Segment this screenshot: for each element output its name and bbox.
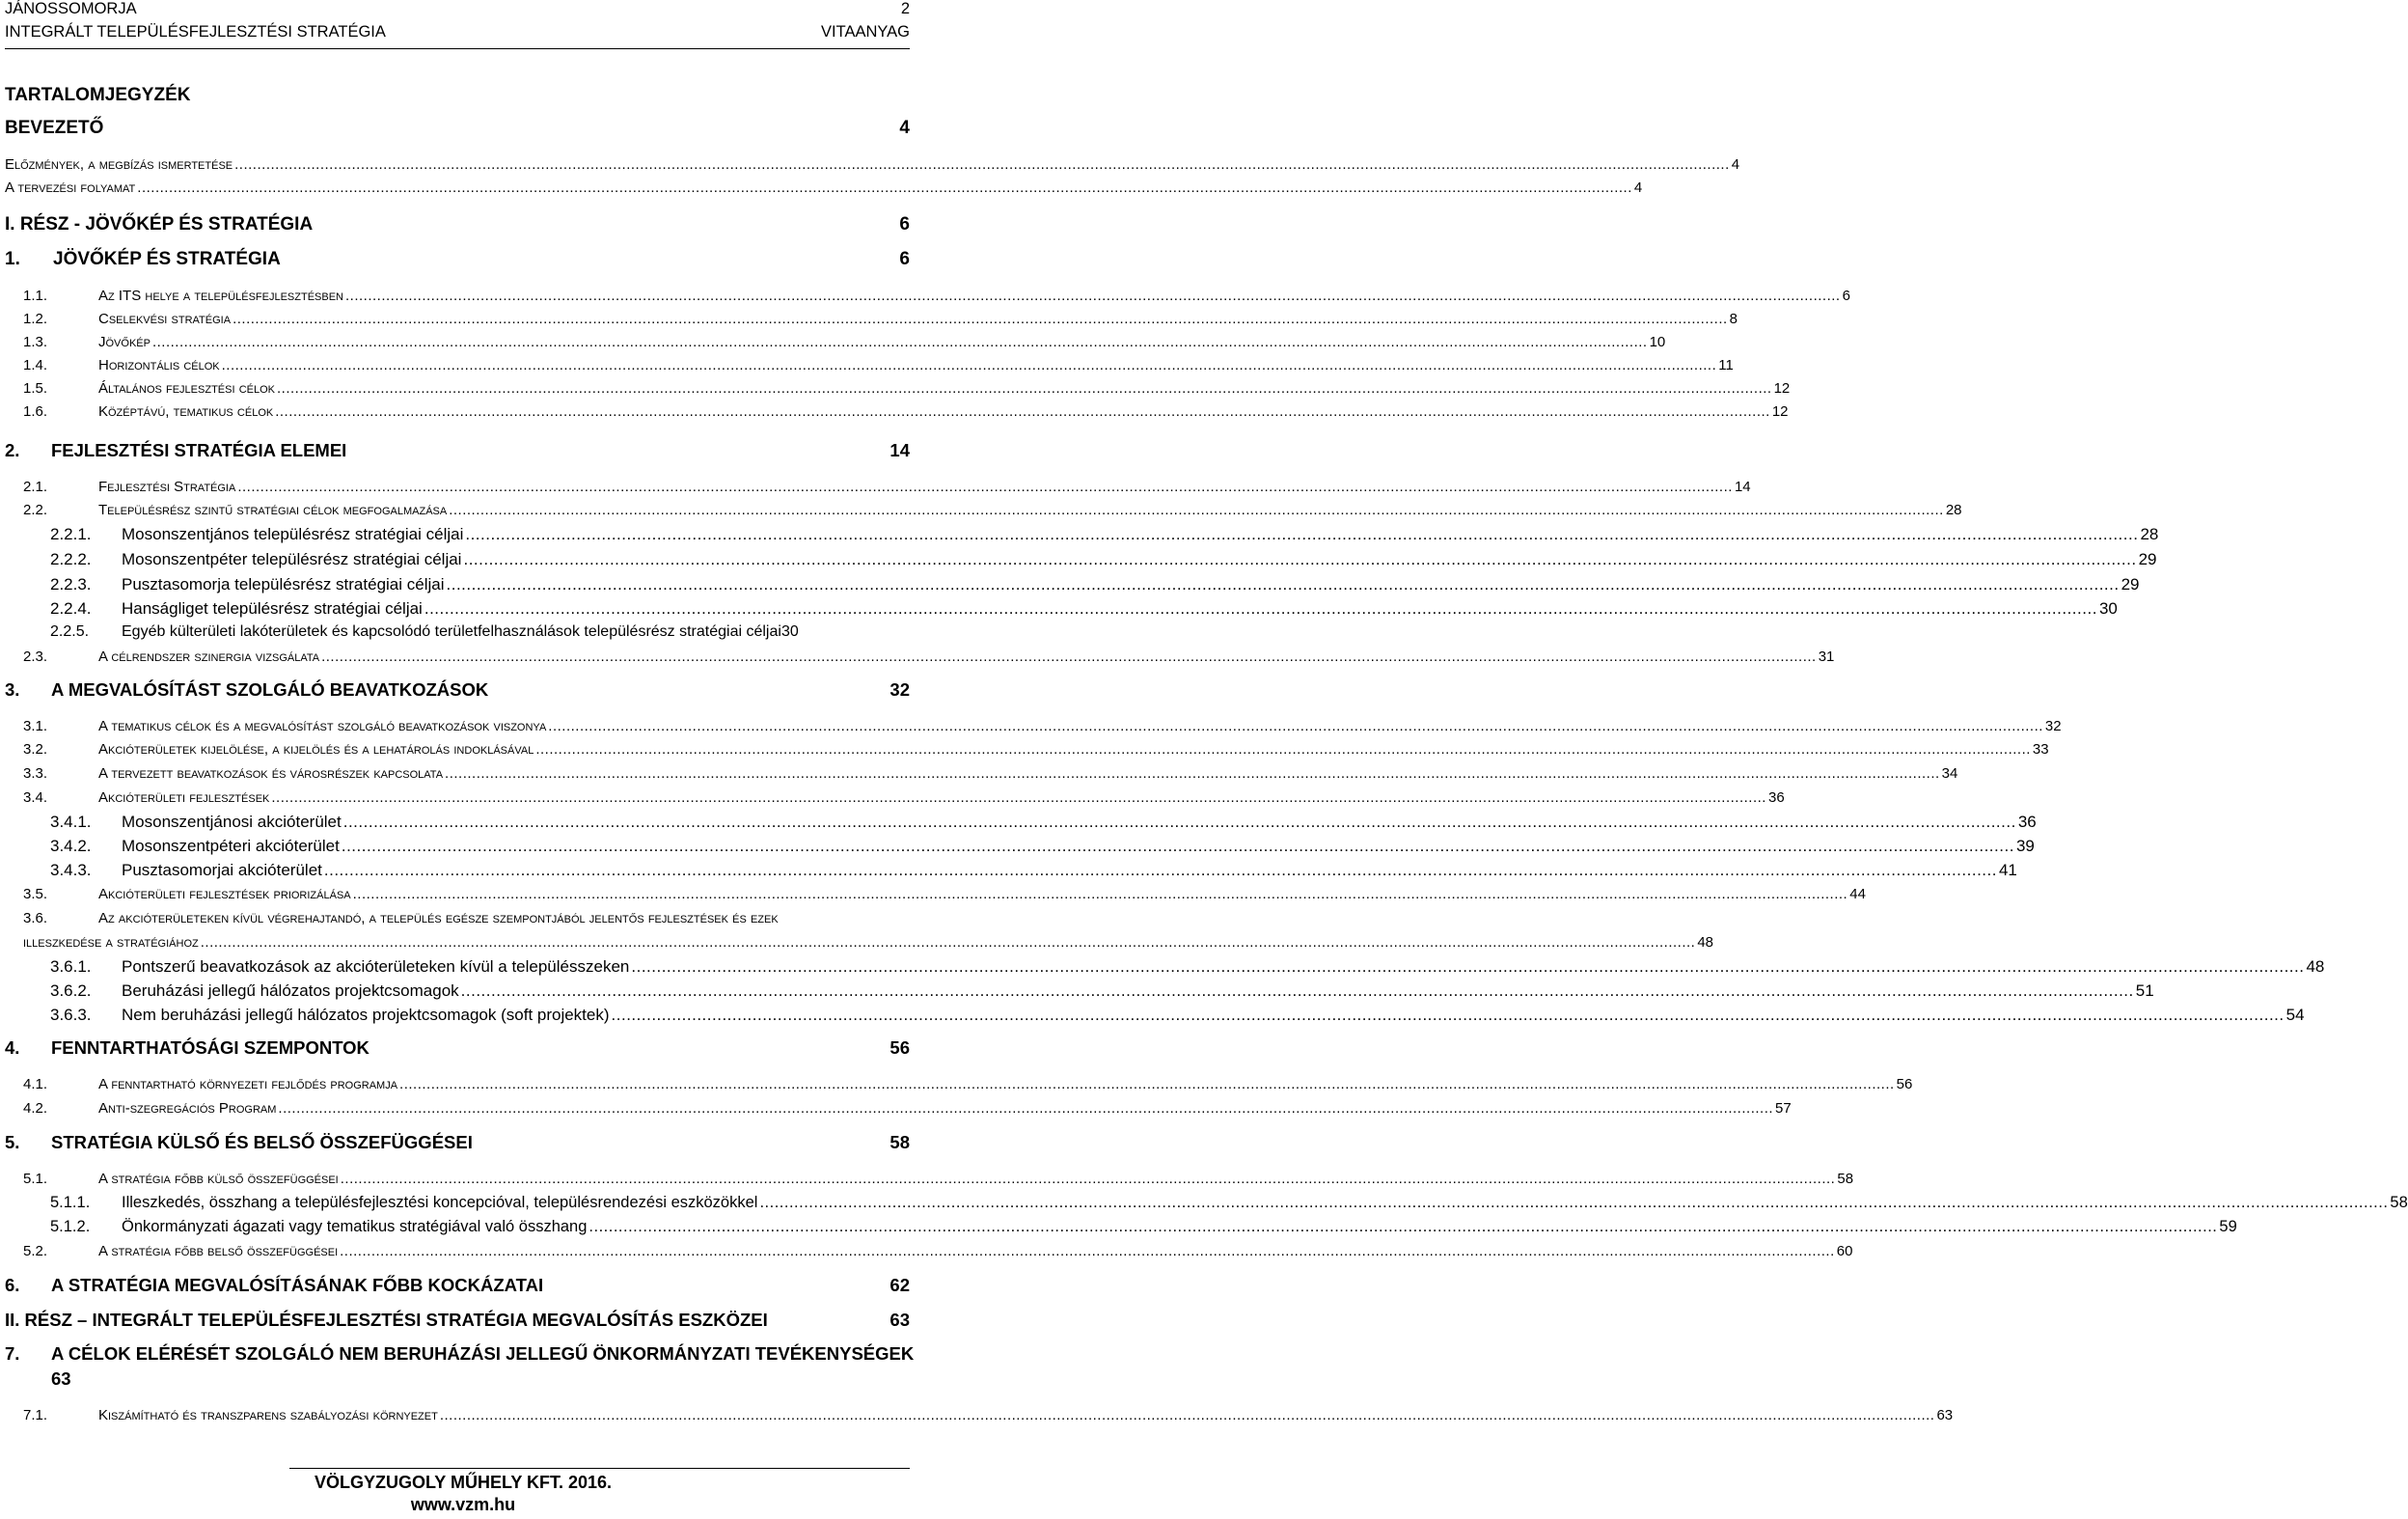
toc-entry-title: Általános fejlesztési célok: [98, 380, 275, 397]
toc-entry-number: 3.3.: [23, 765, 48, 782]
toc-leader: [222, 357, 1717, 373]
toc-page-number: 29: [2121, 575, 2140, 594]
toc-entry-title: Beruházási jellegű hálózatos projektcsomagok: [122, 981, 459, 1000]
toc-entry-title: I. RÉSZ - JÖVŐKÉP ÉS STRATÉGIA: [5, 214, 314, 235]
toc-leader: [277, 380, 1772, 397]
toc-entry-number: 5.1.1.: [50, 1194, 91, 1211]
toc-entry-chapter[interactable]: [5, 679, 910, 701]
header-doc-title: INTEGRÁLT TELEPÜLÉSFEJLESZTÉSI STRATÉGIA: [5, 23, 386, 41]
toc-leader: [233, 311, 1728, 327]
toc-entry-number: 2.2.5.: [50, 623, 90, 640]
header-divider: [5, 48, 910, 49]
toc-title: TARTALOMJEGYZÉK: [5, 85, 191, 105]
toc-entry-title: Fejlesztési Stratégia: [98, 479, 236, 495]
toc-entry-sub[interactable]: [50, 575, 2140, 594]
toc-entry-sub[interactable]: [50, 623, 910, 641]
toc-page-number: 48: [2306, 957, 2325, 976]
toc-entry-title: A tematikus célok és a megvalósítást szolgáló beavatkozások viszonya: [98, 718, 547, 734]
toc-page-number: 56: [889, 1037, 910, 1058]
toc-page-number: 12: [1771, 403, 1789, 420]
footer-company: VÖLGYZUGOLY MŰHELY KFT. 2016.: [314, 1473, 613, 1492]
toc-page-number: 11: [1718, 357, 1734, 373]
toc-page-number: 39: [2015, 837, 2035, 855]
toc-page-number: 54: [2285, 1006, 2305, 1024]
toc-entry-title: FENNTARTHATÓSÁGI SZEMPONTOK: [51, 1037, 369, 1058]
toc-page-number: 63: [889, 1310, 910, 1330]
toc-entry-title: BEVEZETŐ: [5, 118, 104, 138]
toc-leader: [341, 1171, 1836, 1187]
toc-entry-title: Anti-szegregációs Program: [98, 1100, 277, 1117]
toc-leader: [463, 550, 2136, 569]
toc-entry-sub[interactable]: [50, 599, 2118, 619]
toc-entry-title: A fenntartható környezeti fejlődés programja: [98, 1076, 398, 1092]
toc-entry-title: Egyéb külterületi lakóterületek és kapcsolódó területfelhasználások településrész stratégiai céljai: [122, 623, 781, 640]
toc-leader: [612, 1006, 2285, 1025]
toc-leader: [275, 403, 1770, 420]
toc-entry-title: Előzmények, a megbízás ismertetése: [5, 156, 233, 173]
toc-leader: [324, 861, 1997, 880]
toc-entry-title: Mosonszentpéteri akcióterület: [122, 837, 340, 855]
toc-entry-title: Pusztasomorja településrész stratégiai céljai: [122, 575, 445, 594]
toc-page-number: 58: [2390, 1194, 2408, 1211]
toc-entry-number: 3.4.: [23, 789, 48, 806]
toc-page-number: 14: [889, 440, 910, 460]
toc-entry-title: JÖVŐKÉP ÉS STRATÉGIA: [53, 249, 281, 269]
toc-page-number: 63: [51, 1368, 71, 1389]
toc-entry-number: 6.: [5, 1275, 20, 1295]
toc-entry-chapter[interactable]: [5, 1275, 910, 1296]
toc-leader: [424, 599, 2097, 619]
toc-entry-number: 4.1.: [23, 1076, 48, 1092]
toc-entry-title: Pusztasomorjai akcióterület: [122, 861, 322, 879]
toc-entry-sub[interactable]: [50, 957, 2325, 977]
toc-entry-sub[interactable]: [50, 1006, 2305, 1025]
toc-leader: [343, 813, 2016, 832]
toc-entry-sub[interactable]: [50, 813, 2037, 832]
toc-entry-title: II. RÉSZ – INTEGRÁLT TELEPÜLÉSFEJLESZTÉSI STRATÉGIA MEGVALÓSÍTÁS ESZKÖZEI: [5, 1310, 768, 1330]
toc-entry-number: 2.2.: [23, 502, 48, 518]
toc-entry-title: A MEGVALÓSÍTÁST SZOLGÁLÓ BEAVATKOZÁSOK: [51, 679, 489, 700]
toc-entry-title: Településrész szintű stratégiai célok megfogalmazása: [98, 502, 448, 518]
toc-entry-number: 4.: [5, 1037, 20, 1058]
toc-entry-number: 2.: [5, 440, 20, 460]
toc-entry-number: 3.5.: [23, 886, 48, 902]
toc-page-number: 44: [1849, 886, 1866, 902]
toc-entry-title: A CÉLOK ELÉRÉSÉT SZOLGÁLÓ NEM BERUHÁZÁSI JELLEGŰ ÖNKORMÁNYZATI TEVÉKENYSÉGEK: [51, 1343, 915, 1364]
toc-leader: [321, 649, 1817, 665]
toc-leader: [152, 334, 1648, 350]
toc-entry-title: Mosonszentpéter településrész stratégiai céljai: [122, 550, 462, 568]
toc-leader: [340, 1243, 1835, 1259]
toc-page-number: 33: [2032, 741, 2049, 758]
toc-entry-title: A tervezett beavatkozások és városrészek kapcsolata: [98, 765, 444, 782]
toc-page-number: 56: [1896, 1076, 1913, 1092]
toc-entry[interactable]: [23, 741, 2049, 758]
toc-leader: [449, 502, 1944, 518]
toc-entry-title: Nem beruházási jellegű hálózatos projektcsomagok (soft projektek): [122, 1006, 610, 1024]
toc-entry-number: 3.4.1.: [50, 813, 92, 831]
toc-entry[interactable]: [23, 403, 1789, 420]
toc-leader: [465, 525, 2138, 544]
toc-entry-number: 3.4.3.: [50, 861, 92, 879]
toc-entry-number: 2.1.: [23, 479, 48, 495]
toc-entry-title: Horizontális célok: [98, 357, 220, 373]
toc-entry-number: 3.2.: [23, 741, 48, 758]
toc-entry-chapter[interactable]: [5, 440, 910, 461]
toc-entry-chapter[interactable]: [5, 249, 910, 270]
toc-entry-number: 1.3.: [23, 334, 48, 350]
toc-leader: [237, 479, 1733, 495]
header-author: JÁNOSSOMORJA: [5, 0, 137, 17]
toc-entry[interactable]: [23, 334, 1666, 350]
toc-entry-sub[interactable]: [50, 981, 2154, 1001]
toc-page-number: 36: [1767, 789, 1785, 806]
toc-page-number: 12: [1773, 380, 1791, 397]
toc-entry-title: A célrendszer szinergia vizsgálata: [98, 649, 320, 665]
toc-entry-title: FEJLESZTÉSI STRATÉGIA ELEMEI: [51, 440, 347, 460]
toc-leader: [201, 934, 1696, 951]
toc-entry-title: Középtávú, tematikus célok: [98, 403, 274, 420]
toc-leader: [445, 765, 1940, 782]
toc-page-number: 63: [1936, 1407, 1954, 1423]
toc-entry[interactable]: [23, 1076, 1913, 1092]
toc-page-number: 4: [1731, 156, 1740, 173]
toc-page-number: 28: [2140, 525, 2159, 543]
toc-page-number: 57: [1775, 1100, 1792, 1117]
toc-entry-sub[interactable]: [50, 837, 2035, 856]
toc-page-number: 51: [2135, 981, 2154, 1000]
toc-entry[interactable]: [23, 1171, 1854, 1187]
toc-leader: [440, 1407, 1935, 1423]
toc-entry-title: Jövőkép: [98, 334, 150, 350]
toc-entry-title: Mosonszentjános településrész stratégiai céljai: [122, 525, 464, 543]
toc-entry-number: 5.1.: [23, 1171, 48, 1187]
header-page-number: 2: [900, 0, 910, 17]
toc-page-number: 34: [1941, 765, 1958, 782]
toc-entry-title: Akcióterületi fejlesztések: [98, 789, 270, 806]
toc-entry-number: 1.6.: [23, 403, 48, 420]
toc-entry-number: 3.4.2.: [50, 837, 92, 855]
toc-entry-part-1[interactable]: [5, 214, 910, 235]
toc-entry-title: Akcióterületek kijelölése, a kijelölés és a lehatárolás indoklásával: [98, 741, 534, 758]
toc-entry-number: 1.4.: [23, 357, 48, 373]
toc-page-number: 30: [2098, 599, 2118, 618]
toc-page-number: 32: [2044, 718, 2062, 734]
toc-page-number: 4: [1633, 180, 1643, 196]
toc-entry-title: illeszkedése a stratégiához: [23, 934, 199, 951]
toc-entry-title: Akcióterületi fejlesztések priorizálása: [98, 886, 351, 902]
toc-entry-number: 2.2.2.: [50, 550, 92, 568]
toc-page-number: 36: [2017, 813, 2037, 831]
toc-entry[interactable]: [23, 1243, 1853, 1259]
toc-entry-title: Kiszámítható és transzparens szabályozási környezet: [98, 1407, 438, 1423]
toc-leader: [588, 1218, 2217, 1236]
toc-entry-number: 2.2.1.: [50, 525, 92, 543]
toc-page-number: 30: [780, 623, 799, 640]
toc-entry-number: 5.2.: [23, 1243, 48, 1259]
toc-entry-title: A stratégia főbb belső összefüggései: [98, 1243, 339, 1259]
toc-entry-chapter[interactable]: [5, 1037, 910, 1059]
toc-leader: [234, 156, 1730, 173]
toc-entry[interactable]: [5, 156, 1740, 173]
toc-entry-number: 4.2.: [23, 1100, 48, 1117]
toc-page-number: 41: [1998, 861, 2017, 879]
toc-entry-continued[interactable]: [23, 934, 1714, 951]
toc-entry-sub[interactable]: [50, 525, 2159, 544]
footer-divider: [289, 1468, 910, 1469]
toc-entry-number: 3.: [5, 679, 20, 700]
toc-entry-number: 2.2.4.: [50, 599, 92, 618]
toc-entry-number: 2.3.: [23, 649, 48, 665]
toc-entry[interactable]: [23, 649, 1835, 665]
toc-entry-sub[interactable]: [50, 1218, 2237, 1236]
toc-page-number: 10: [1649, 334, 1666, 350]
toc-entry-number: 5.: [5, 1132, 20, 1152]
toc-entry[interactable]: [23, 380, 1791, 397]
toc-entry-title: A STRATÉGIA MEGVALÓSÍTÁSÁNAK FŐBB KOCKÁZATAI: [51, 1275, 544, 1295]
toc-entry-number: 3.6.2.: [50, 981, 92, 1000]
toc-leader: [342, 837, 2014, 856]
toc-page-number: 29: [2138, 550, 2157, 568]
toc-page-number: 28: [1945, 502, 1962, 518]
toc-entry-title: Pontszerű beavatkozások az akcióterületeken kívül a településszeken: [122, 957, 630, 976]
toc-page-number: 31: [1818, 649, 1835, 665]
toc-leader: [399, 1076, 1895, 1092]
header-row-1: [5, 0, 910, 21]
toc-entry-number: 2.2.3.: [50, 575, 92, 594]
toc-entry-number: 1.1.: [23, 288, 48, 304]
footer-url[interactable]: www.vzm.hu: [410, 1495, 516, 1514]
toc-entry-number: 1.: [5, 249, 20, 269]
toc-page-number: 60: [1836, 1243, 1853, 1259]
toc-leader: [271, 789, 1766, 806]
toc-entry-title: Illeszkedés, összhang a településfejlesztési koncepcióval, településrendezési eszközökkel: [122, 1194, 758, 1211]
toc-entry[interactable]: [23, 357, 1734, 373]
toc-entry-number: 5.1.2.: [50, 1218, 91, 1235]
toc-entry-title: Az akcióterületeken kívül végrehajtandó, a település egésze szempontjából jelentős fejlesztések és ezek: [98, 910, 779, 926]
toc-entry[interactable]: [23, 789, 1785, 806]
toc-leader: [759, 1194, 2388, 1212]
toc-entry[interactable]: [23, 718, 2062, 734]
toc-entry[interactable]: [23, 288, 1850, 304]
toc-entry[interactable]: [23, 479, 1751, 495]
toc-leader: [461, 981, 2134, 1001]
toc-entry-chapter[interactable]: [5, 1343, 920, 1365]
toc-entry-title: Az ITS helye a településfejlesztésben: [98, 288, 343, 304]
toc-entry[interactable]: [23, 1407, 1954, 1423]
toc-entry-chapter-page[interactable]: [51, 1368, 910, 1390]
toc-entry-title: Önkormányzati ágazati vagy tematikus stratégiával való összhang: [122, 1218, 588, 1235]
toc-page-number: 62: [889, 1275, 910, 1295]
toc-leader: [353, 886, 1848, 902]
toc-leader: [631, 957, 2304, 977]
toc-entry[interactable]: [23, 1100, 1792, 1117]
toc-entry-number: 1.2.: [23, 311, 48, 327]
toc-page-number: 6: [899, 249, 910, 269]
toc-entry-title: A tervezési folyamat: [5, 180, 136, 196]
toc-entry-number: 3.6.3.: [50, 1006, 92, 1024]
toc-page-number: 6: [1842, 288, 1850, 304]
toc-page-number: 59: [2219, 1218, 2237, 1235]
toc-entry-sub[interactable]: [50, 1194, 2408, 1212]
toc-entry-sub[interactable]: [50, 861, 2017, 880]
header-doc-type: VITAANYAG: [821, 23, 910, 41]
header-row-2: [5, 23, 910, 44]
toc-entry[interactable]: [23, 311, 1738, 327]
toc-page-number: 4: [899, 118, 910, 138]
toc-entry[interactable]: [23, 910, 920, 926]
toc-entry-number: 3.1.: [23, 718, 48, 734]
toc-entry[interactable]: [23, 502, 1962, 518]
toc-page-number: 32: [889, 679, 910, 700]
toc-page-number: 8: [1729, 311, 1738, 327]
toc-entry[interactable]: [23, 765, 1958, 782]
toc-entry-title: Mosonszentjánosi akcióterület: [122, 813, 342, 831]
toc-leader: [278, 1100, 1773, 1117]
toc-leader: [535, 741, 2031, 758]
toc-entry-title: STRATÉGIA KÜLSŐ ÉS BELSŐ ÖSSZEFÜGGÉSEI: [51, 1132, 473, 1152]
toc-page-number: 58: [1837, 1171, 1854, 1187]
toc-entry[interactable]: [23, 886, 1866, 902]
toc-leader: [548, 718, 2043, 734]
toc-entry-number: 7.: [5, 1343, 20, 1364]
toc-entry-number: 3.6.1.: [50, 957, 92, 976]
toc-leader: [345, 288, 1841, 304]
toc-entry-title: A stratégia főbb külső összefüggései: [98, 1171, 339, 1187]
toc-entry[interactable]: [5, 180, 1643, 196]
toc-entry-title: Cselekvési stratégia: [98, 311, 232, 327]
toc-leader: [447, 575, 2120, 594]
toc-page-number: 58: [889, 1132, 910, 1152]
toc-entry-chapter[interactable]: [5, 1132, 910, 1153]
toc-entry-sub[interactable]: [50, 550, 2157, 569]
toc-entry-number: 3.6.: [23, 910, 48, 926]
toc-page-number: 48: [1697, 934, 1714, 951]
toc-page-number: 6: [899, 214, 910, 235]
toc-page-number: 14: [1734, 479, 1751, 495]
toc-entry-number: 7.1.: [23, 1407, 48, 1423]
toc-entry-part-2[interactable]: [5, 1310, 910, 1331]
toc-entry-bevezeto[interactable]: [5, 118, 910, 139]
toc-entry-number: 1.5.: [23, 380, 48, 397]
toc-entry-title: Hanságliget településrész stratégiai céljai: [122, 599, 423, 618]
toc-leader: [137, 180, 1632, 196]
